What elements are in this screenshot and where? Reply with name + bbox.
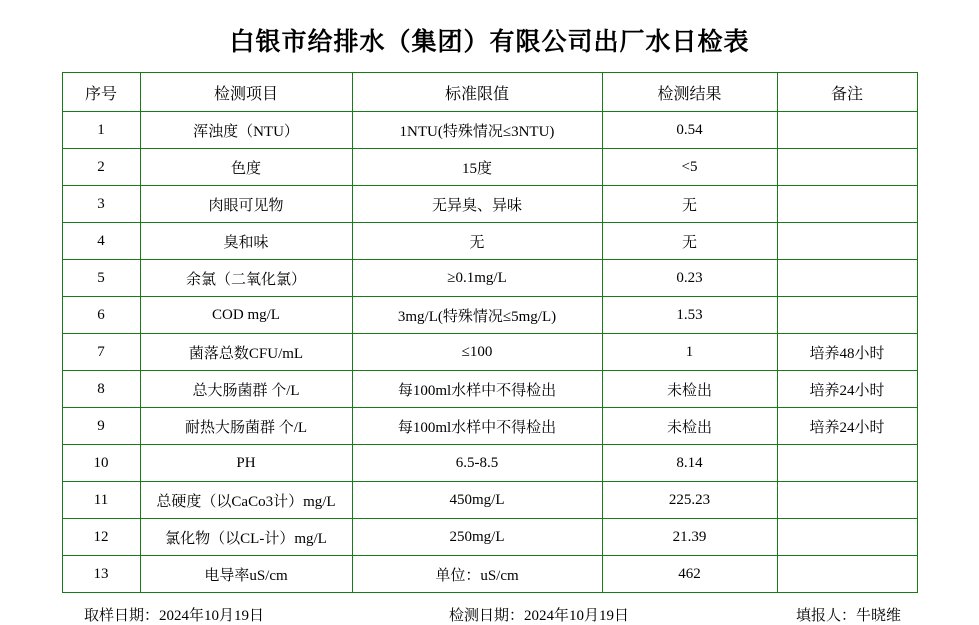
cell-standard: 15度 bbox=[352, 149, 602, 186]
column-header-item: 检测项目 bbox=[140, 73, 352, 112]
cell-note bbox=[777, 186, 917, 223]
cell-item: COD mg/L bbox=[140, 297, 352, 334]
cell-result: 225.23 bbox=[602, 482, 777, 519]
cell-standard: ≥0.1mg/L bbox=[352, 260, 602, 297]
cell-index: 7 bbox=[62, 334, 140, 371]
table-body bbox=[62, 112, 917, 593]
cell-note bbox=[777, 482, 917, 519]
cell-standard: 每100ml水样中不得检出 bbox=[352, 408, 602, 445]
cell-note bbox=[777, 260, 917, 297]
cell-result: 未检出 bbox=[602, 371, 777, 408]
report-footer bbox=[62, 593, 917, 625]
cell-note bbox=[777, 519, 917, 556]
cell-index: 5 bbox=[62, 260, 140, 297]
cell-index: 9 bbox=[62, 408, 140, 445]
test-date: 检测日期：2024年10月19日 bbox=[448, 608, 629, 624]
table-row bbox=[62, 223, 917, 260]
table-row bbox=[62, 149, 917, 186]
cell-item: 肉眼可见物 bbox=[140, 186, 352, 223]
cell-note bbox=[777, 297, 917, 334]
cell-item: 耐热大肠菌群 个/L bbox=[140, 408, 352, 445]
cell-item: 菌落总数CFU/mL bbox=[140, 334, 352, 371]
table-header bbox=[62, 73, 917, 112]
cell-index: 12 bbox=[62, 519, 140, 556]
table-row bbox=[62, 482, 917, 519]
table-row bbox=[62, 556, 917, 593]
cell-index: 2 bbox=[62, 149, 140, 186]
cell-result: <5 bbox=[602, 149, 777, 186]
cell-standard: ≤100 bbox=[352, 334, 602, 371]
cell-result: 8.14 bbox=[602, 445, 777, 482]
cell-standard: 单位：uS/cm bbox=[352, 556, 602, 593]
cell-note bbox=[777, 445, 917, 482]
cell-item: 氯化物（以CL-计）mg/L bbox=[140, 519, 352, 556]
cell-result: 1.53 bbox=[602, 297, 777, 334]
cell-result: 0.23 bbox=[602, 260, 777, 297]
cell-item: 浑浊度（NTU） bbox=[140, 112, 352, 149]
table-row bbox=[62, 186, 917, 223]
cell-standard: 无异臭、异味 bbox=[352, 186, 602, 223]
column-header-standard: 标准限值 bbox=[352, 73, 602, 112]
cell-index: 8 bbox=[62, 371, 140, 408]
cell-note bbox=[777, 149, 917, 186]
cell-standard: 3mg/L(特殊情况≤5mg/L) bbox=[352, 297, 602, 334]
reporter-name: 填报人：牛晓维 bbox=[795, 608, 901, 624]
cell-standard: 每100ml水样中不得检出 bbox=[352, 371, 602, 408]
cell-item: PH bbox=[140, 445, 352, 482]
cell-standard: 无 bbox=[352, 223, 602, 260]
cell-item: 电导率uS/cm bbox=[140, 556, 352, 593]
cell-standard: 1NTU(特殊情况≤3NTU) bbox=[352, 112, 602, 149]
cell-note bbox=[777, 223, 917, 260]
water-quality-table bbox=[62, 72, 918, 593]
table-row bbox=[62, 408, 917, 445]
cell-index: 3 bbox=[62, 186, 140, 223]
cell-standard: 6.5-8.5 bbox=[352, 445, 602, 482]
column-header-result: 检测结果 bbox=[602, 73, 777, 112]
table-row bbox=[62, 445, 917, 482]
cell-result: 0.54 bbox=[602, 112, 777, 149]
table-header-row bbox=[62, 73, 917, 112]
table-row bbox=[62, 334, 917, 371]
cell-item: 总硬度（以CaCo3计）mg/L bbox=[140, 482, 352, 519]
cell-index: 4 bbox=[62, 223, 140, 260]
page-title: 白银市给排水（集团）有限公司出厂水日检表 bbox=[229, 29, 750, 56]
cell-result: 无 bbox=[602, 186, 777, 223]
cell-standard: 250mg/L bbox=[352, 519, 602, 556]
cell-result: 未检出 bbox=[602, 408, 777, 445]
table-row bbox=[62, 371, 917, 408]
cell-result: 无 bbox=[602, 223, 777, 260]
cell-index: 11 bbox=[62, 482, 140, 519]
cell-index: 13 bbox=[62, 556, 140, 593]
cell-item: 臭和味 bbox=[140, 223, 352, 260]
column-header-note: 备注 bbox=[777, 73, 917, 112]
cell-note bbox=[777, 112, 917, 149]
table-row bbox=[62, 519, 917, 556]
cell-note: 培养24小时 bbox=[777, 371, 917, 408]
cell-item: 色度 bbox=[140, 149, 352, 186]
cell-result: 1 bbox=[602, 334, 777, 371]
table-row bbox=[62, 112, 917, 149]
cell-standard: 450mg/L bbox=[352, 482, 602, 519]
cell-result: 21.39 bbox=[602, 519, 777, 556]
cell-note: 培养48小时 bbox=[777, 334, 917, 371]
cell-item: 总大肠菌群 个/L bbox=[140, 371, 352, 408]
cell-index: 6 bbox=[62, 297, 140, 334]
column-header-index: 序号 bbox=[62, 73, 140, 112]
cell-note bbox=[777, 556, 917, 593]
sampling-date: 取样日期：2024年10月19日 bbox=[84, 608, 265, 624]
cell-item: 余氯（二氧化氯） bbox=[140, 260, 352, 297]
cell-result: 462 bbox=[602, 556, 777, 593]
cell-note: 培养24小时 bbox=[777, 408, 917, 445]
table-row bbox=[62, 297, 917, 334]
table-row bbox=[62, 260, 917, 297]
cell-index: 10 bbox=[62, 445, 140, 482]
cell-index: 1 bbox=[62, 112, 140, 149]
